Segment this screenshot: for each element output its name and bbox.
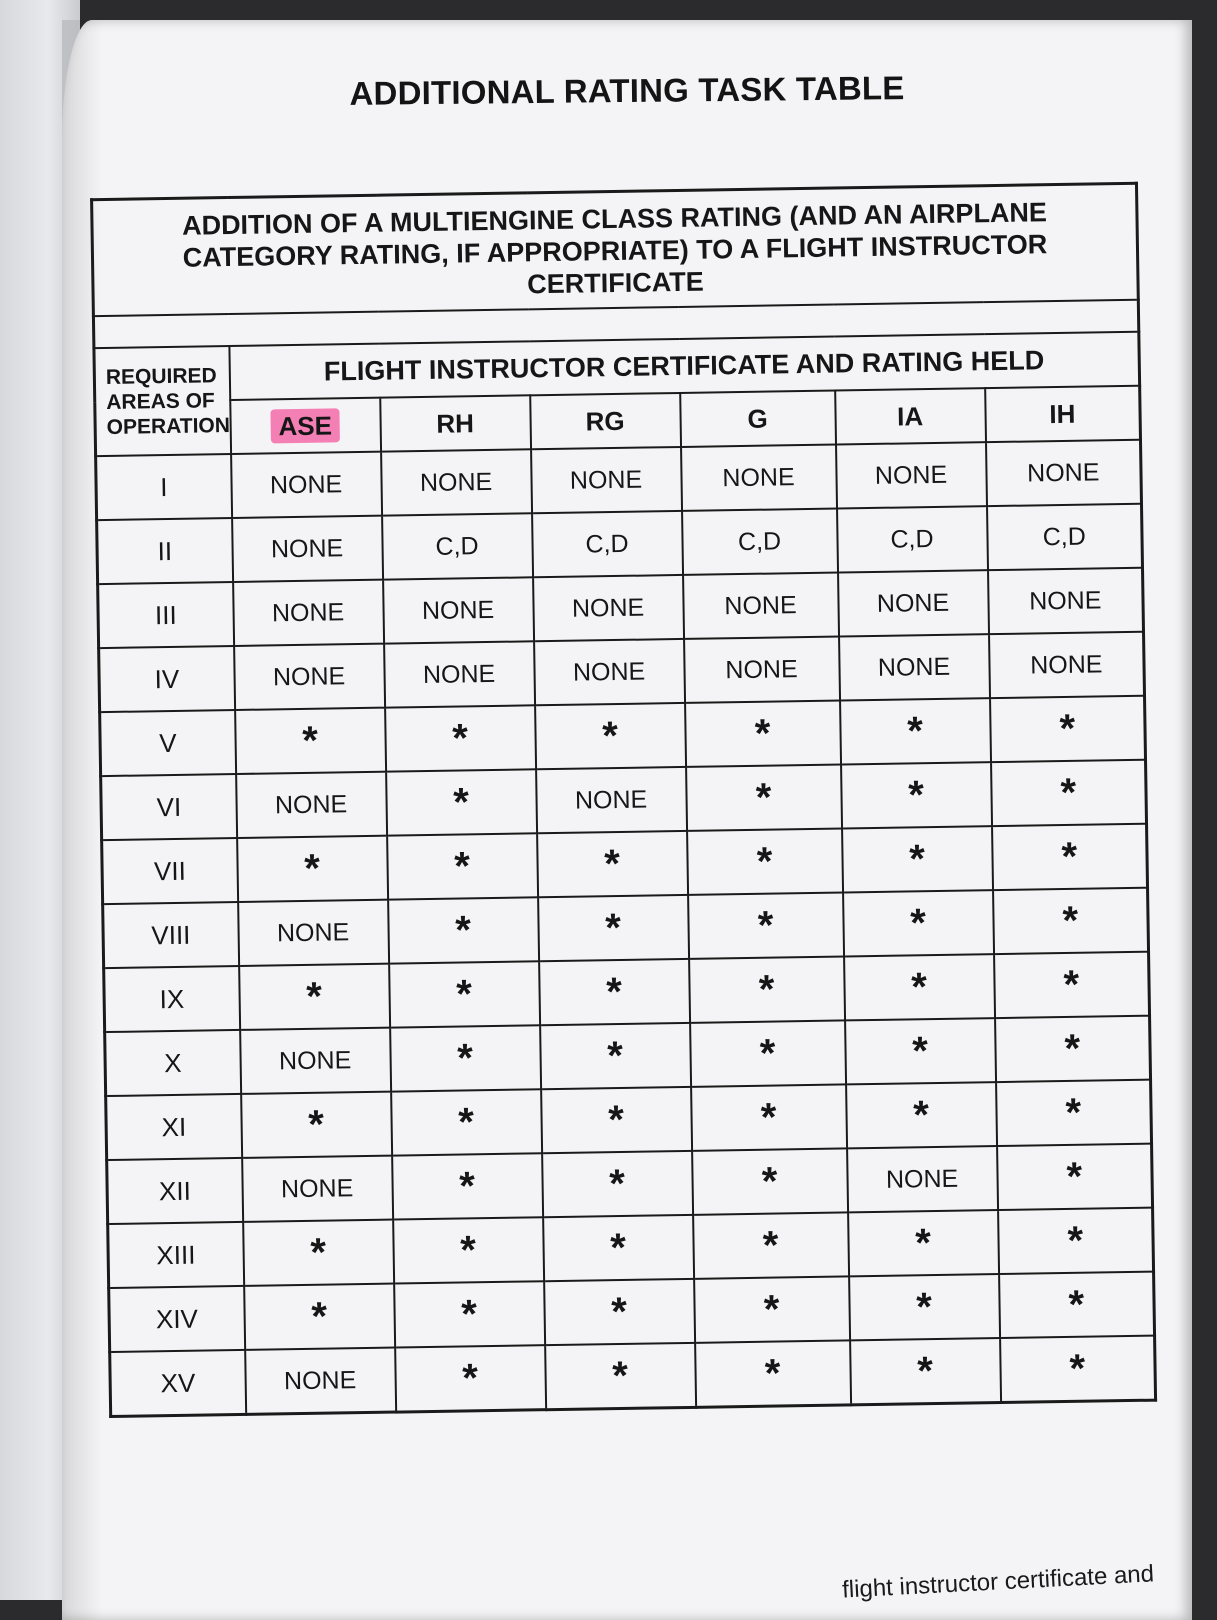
task-cell-rg: *	[542, 1151, 693, 1217]
task-cell-ia: *	[845, 1018, 996, 1084]
area-of-operation-label: V	[100, 710, 236, 776]
task-cell-ia: *	[848, 1210, 999, 1276]
task-cell-ase: NONE	[238, 900, 389, 966]
area-of-operation-label: VII	[102, 838, 238, 904]
task-cell-ih: *	[999, 1272, 1155, 1338]
task-cell-rg: *	[545, 1343, 696, 1410]
task-cell-rh: C,D	[382, 513, 533, 579]
task-cell-rh: *	[394, 1281, 545, 1347]
area-of-operation-label: XIII	[108, 1222, 244, 1288]
task-cell-rh: NONE	[381, 449, 532, 515]
task-cell-ih: NONE	[988, 568, 1144, 634]
task-cell-ih: *	[998, 1208, 1154, 1274]
task-cell-g: *	[691, 1084, 847, 1150]
task-cell-ase: NONE	[231, 452, 382, 518]
task-cell-g: NONE	[684, 637, 840, 703]
column-header-label: RH	[436, 407, 475, 439]
task-cell-ase: *	[235, 708, 386, 774]
column-header-label: ASE	[270, 408, 340, 443]
column-header-ase	[230, 398, 381, 454]
task-cell-g: C,D	[682, 509, 838, 575]
task-cell-ia: *	[843, 890, 994, 956]
task-cell-rg: *	[540, 1023, 691, 1089]
task-cell-ia: NONE	[838, 570, 989, 636]
column-header-rh	[380, 395, 531, 451]
task-cell-rg: C,D	[532, 511, 683, 577]
task-cell-rg: NONE	[531, 447, 682, 513]
area-of-operation-label: I	[96, 454, 232, 520]
book-page	[62, 20, 1192, 1620]
task-cell-ia: *	[840, 698, 991, 764]
area-of-operation-label: XIV	[109, 1286, 245, 1352]
task-cell-rh: *	[393, 1217, 544, 1283]
column-header-label: RG	[585, 405, 625, 436]
task-cell-rg: *	[544, 1279, 695, 1345]
task-cell-rg: NONE	[533, 575, 684, 641]
task-cell-ase: *	[241, 1092, 392, 1158]
task-cell-ih: *	[996, 1080, 1152, 1146]
task-cell-ase: NONE	[242, 1156, 393, 1222]
task-cell-ih: NONE	[989, 632, 1145, 698]
task-cell-ia: NONE	[836, 442, 987, 508]
task-cell-ase: *	[243, 1220, 394, 1286]
task-cell-ase: NONE	[232, 516, 383, 582]
column-header-rg	[530, 393, 681, 449]
rating-task-table-wrapper	[90, 182, 1154, 1418]
column-header-ia	[835, 388, 986, 444]
task-cell-g: NONE	[681, 445, 837, 511]
task-cell-ih: *	[990, 696, 1146, 762]
task-cell-rg: *	[538, 895, 689, 961]
task-cell-g: *	[689, 956, 845, 1022]
task-cell-ia: NONE	[847, 1146, 998, 1212]
task-cell-ase: *	[239, 964, 390, 1030]
task-cell-ia: *	[844, 954, 995, 1020]
task-cell-rh: NONE	[383, 577, 534, 643]
page-title: ADDITIONAL RATING TASK TABLE	[349, 69, 905, 112]
task-cell-rh: *	[385, 705, 536, 771]
task-cell-rg: *	[543, 1215, 694, 1281]
task-cell-rg: NONE	[536, 767, 687, 833]
task-cell-ih: *	[993, 888, 1149, 954]
column-header-label: IA	[896, 400, 924, 432]
task-cell-ia: *	[846, 1082, 997, 1148]
task-cell-g: *	[693, 1212, 849, 1278]
column-header-label: IH	[1049, 398, 1076, 429]
column-header-label: G	[747, 403, 768, 434]
task-cell-g: NONE	[683, 573, 839, 639]
task-cell-g: *	[694, 1276, 850, 1342]
footer-text-fragment: flight instructor certificate and	[841, 1560, 1155, 1604]
areas-of-operation-header: REQUIRED AREAS OF OPERATION	[94, 346, 231, 456]
task-cell-g: *	[688, 892, 844, 958]
task-cell-ih: *	[995, 1016, 1151, 1082]
task-cell-ia: *	[842, 826, 993, 892]
task-cell-ase: NONE	[240, 1028, 391, 1094]
rating-task-table	[90, 182, 1157, 1418]
area-of-operation-label: VI	[101, 774, 237, 840]
task-cell-ih: *	[992, 824, 1148, 890]
task-cell-rh: *	[395, 1345, 546, 1412]
area-of-operation-label: IV	[99, 646, 235, 712]
table-body	[96, 440, 1156, 1417]
task-cell-ia: C,D	[837, 506, 988, 572]
task-cell-rh: *	[387, 833, 538, 899]
area-of-operation-label: II	[97, 518, 233, 584]
task-cell-rh: NONE	[384, 641, 535, 707]
column-header-ih	[985, 386, 1141, 442]
task-cell-ase: NONE	[233, 580, 384, 646]
task-cell-ia: *	[850, 1338, 1001, 1405]
area-of-operation-label: VIII	[103, 902, 239, 968]
task-cell-rh: *	[390, 1025, 541, 1091]
task-cell-ia: NONE	[839, 634, 990, 700]
area-of-operation-label: XI	[106, 1094, 242, 1160]
task-cell-ase: *	[244, 1284, 395, 1350]
task-cell-ase: NONE	[245, 1348, 396, 1415]
task-cell-ih: NONE	[986, 440, 1142, 506]
task-cell-rg: *	[541, 1087, 692, 1153]
task-cell-rh: *	[389, 961, 540, 1027]
area-of-operation-label: IX	[104, 966, 240, 1032]
task-cell-g: *	[695, 1340, 851, 1407]
task-cell-rh: *	[386, 769, 537, 835]
task-cell-rg: *	[535, 703, 686, 769]
task-cell-rh: *	[388, 897, 539, 963]
rating-held-header: FLIGHT INSTRUCTOR CERTIFICATE AND RATING HELD	[229, 332, 1140, 400]
task-cell-ase: NONE	[234, 644, 385, 710]
task-cell-g: *	[692, 1148, 848, 1214]
task-cell-g: *	[687, 828, 843, 894]
task-cell-ih: C,D	[987, 504, 1143, 570]
task-cell-rg: *	[537, 831, 688, 897]
task-cell-rh: *	[392, 1153, 543, 1219]
task-cell-ih: *	[991, 760, 1147, 826]
task-cell-g: *	[685, 700, 841, 766]
area-of-operation-label: XV	[110, 1350, 246, 1417]
table-title: ADDITION OF A MULTIENGINE CLASS RATING (AND AN AIRPLANE CATEGORY RATING, IF APPROPRIATE) TO A FLIGHT INSTRUCTOR CERTIFICATE	[92, 183, 1139, 316]
area-of-operation-label: XII	[107, 1158, 243, 1224]
task-cell-ih: *	[1000, 1336, 1156, 1403]
task-cell-rg: NONE	[534, 639, 685, 705]
task-cell-ia: *	[841, 762, 992, 828]
task-cell-rh: *	[391, 1089, 542, 1155]
column-header-g	[680, 391, 836, 447]
area-of-operation-label: III	[98, 582, 234, 648]
task-cell-ia: *	[849, 1274, 1000, 1340]
task-cell-g: *	[690, 1020, 846, 1086]
area-of-operation-label: X	[105, 1030, 241, 1096]
task-cell-g: *	[686, 764, 842, 830]
task-cell-ih: *	[997, 1144, 1153, 1210]
task-cell-ase: *	[237, 836, 388, 902]
task-cell-ih: *	[994, 952, 1150, 1018]
task-cell-ase: NONE	[236, 772, 387, 838]
task-cell-rg: *	[539, 959, 690, 1025]
